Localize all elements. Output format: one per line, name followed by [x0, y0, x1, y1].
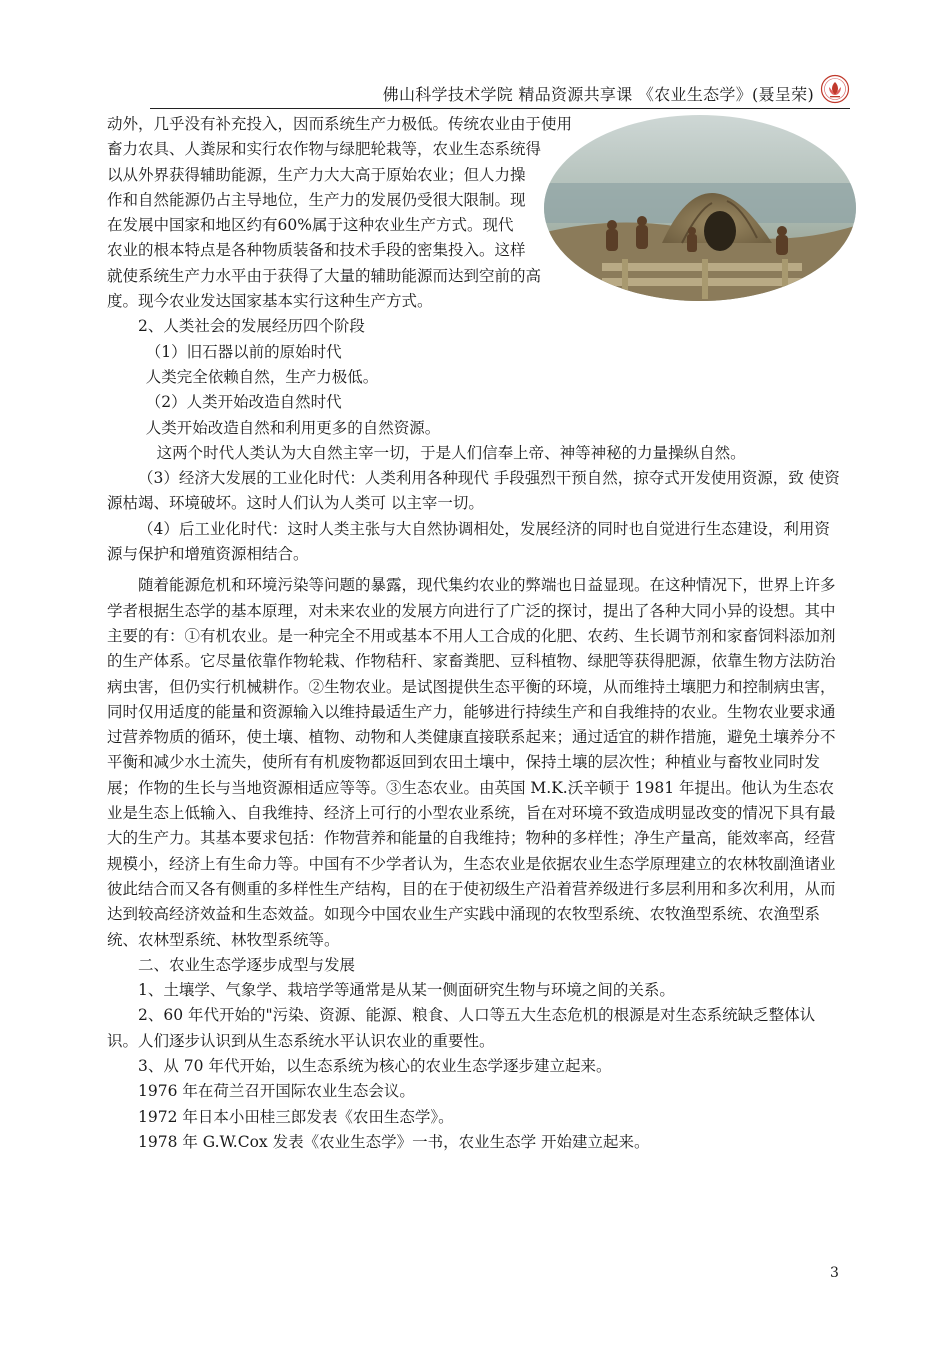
paragraph-agriculture-types: 动外，几乎没有补充投入，因而系统生产力极低。传统农业由于使用畜力农具、人粪尿和实行农作物与绿肥轮栽等，农业生态系统得以从外界获得辅助能源，生产力大大高于原始农业；但人力操作和自然能源仍占主导地位，生产力的发展仍受很大限制。现在发展中国家和地区约有60%属于这种农业生产方式。现代农业的根本特点是各种物质装备和技术手段的密集投入。这样就使系统生产力水平由于获得了大量的辅助能源而达到空前的高度。现今农业发达国家基本实行这种生产方式。	[107, 115, 573, 311]
document-body	[107, 112, 844, 1155]
stage-3: （3）经济大发展的工业化时代：人类利用各种现代 手段强烈干预自然，掠夺式开发使用资源，致 使资源枯竭、环境破坏。这时人们认为人类可 以主宰一切。	[107, 469, 840, 513]
stage-2-desc: 人类开始改造自然和利用更多的自然资源。	[145, 418, 441, 437]
university-logo-icon	[820, 74, 850, 104]
stage-note: 这两个时代人类认为大自然主宰一切，于是人们信奉上帝、神等神秘的力量操纵自然。	[156, 443, 746, 462]
primitive-dwelling-photo	[542, 113, 858, 303]
stage-2-title: （2）人类开始改造自然时代	[145, 393, 342, 412]
section-heading-development: 二、农业生态学逐步成型与发展	[138, 955, 356, 974]
paragraph-alternative-agriculture: 随着能源危机和环境污染等问题的暴露，现代集约农业的弊端也日益显现。在这种情况下，世界上许多学者根据生态学的基本原理，对未来农业的发展方向进行了广泛的探讨，提出了各种大同小异的设想。其中主要的有：①有机农业。是一种完全不用或基本不用人工合成的化肥、农药、生长调节剂和家畜饲料添加剂的生产体系。它尽量依靠作物轮栽、作物秸秆、家畜粪肥、豆科植物、绿肥等获得肥源，依靠生物方法防治病虫害，但仍实行机械耕作。②生物农业。是试图提供生态平衡的环境，从而维持土壤肥力和控制病虫害，同时仅用适度的能量和资源输入以维持最适生产力，能够进行持续生产和自我维持的农业。生物农业要求通过营养物质的循环，使土壤、植物、动物和人类健康直接联系起来；通过适宜的耕作措施，避免土壤养分不平衡和减少水土流失，使所有有机废物都返回到农田土壤中，保持土壤的层次性；种植业与畜牧业同时发展；作物的生长与当地资源相适应等等。③生态农业。由英国 M.K.沃辛顿于 1981 年提出。他认为生态农业是生态上低输入、自我维持、经济上可行的小型农业系统，旨在对环境不致造成明显改变的情况下具有最大的生产力。其基本要求包括：作物营养和能量的自我维持；物种的多样性；净生产量高，能效率高，经营规模小，经济上有生命力等。中国有不少学者认为，生态农业是依据农业生态学原理建立的农林牧副渔诸业彼此结合而又各有侧重的多样性生产结构，目的在于使初级生产沿着营养级进行多层利用和多次利用，从而达到较高经济效益和生态效益。如现今中国农业生产实践中涌现的农牧型系统、农牧渔型系统、农渔型系统、农林型系统、林牧型系统等。	[107, 576, 836, 949]
event-1972: 1972 年日本小田桂三郎发表《农田生态学》。	[138, 1107, 454, 1126]
development-point-2: 2、60 年代开始的"污染、资源、能源、粮食、人口等五大生态危机的根源是对生态系统缺乏整体认识。人们逐步认识到从生态系统水平认识农业的重要性。	[107, 1006, 816, 1050]
development-point-1: 1、土壤学、气象学、栽培学等通常是从某一侧面研究生物与环境之间的关系。	[138, 981, 675, 1000]
page-header	[150, 78, 850, 109]
stage-1-desc: 人类完全依赖自然，生产力极低。	[145, 367, 379, 386]
event-1976: 1976 年在荷兰召开国际农业生态会议。	[138, 1082, 415, 1101]
event-1978: 1978 年 G.W.Cox 发表《农业生态学》一书，农业生态学 开始建立起来。	[138, 1132, 650, 1151]
stage-4: （4）后工业化时代：这时人类主张与大自然协调相处，发展经济的同时也自觉进行生态建设，利用资源与保护和增殖资源相结合。	[107, 519, 830, 564]
header-title: 佛山科学技术学院 精品资源共享课 《农业生态学》(聂呈荣)	[382, 84, 814, 104]
page-number: 3	[830, 1265, 839, 1281]
section-heading-four-stages: 2、人类社会的发展经历四个阶段	[138, 317, 365, 336]
development-point-3: 3、从 70 年代开始，以生态系统为核心的农业生态学逐步建立起来。	[138, 1056, 612, 1075]
stage-1-title: （1）旧石器以前的原始时代	[145, 342, 342, 361]
